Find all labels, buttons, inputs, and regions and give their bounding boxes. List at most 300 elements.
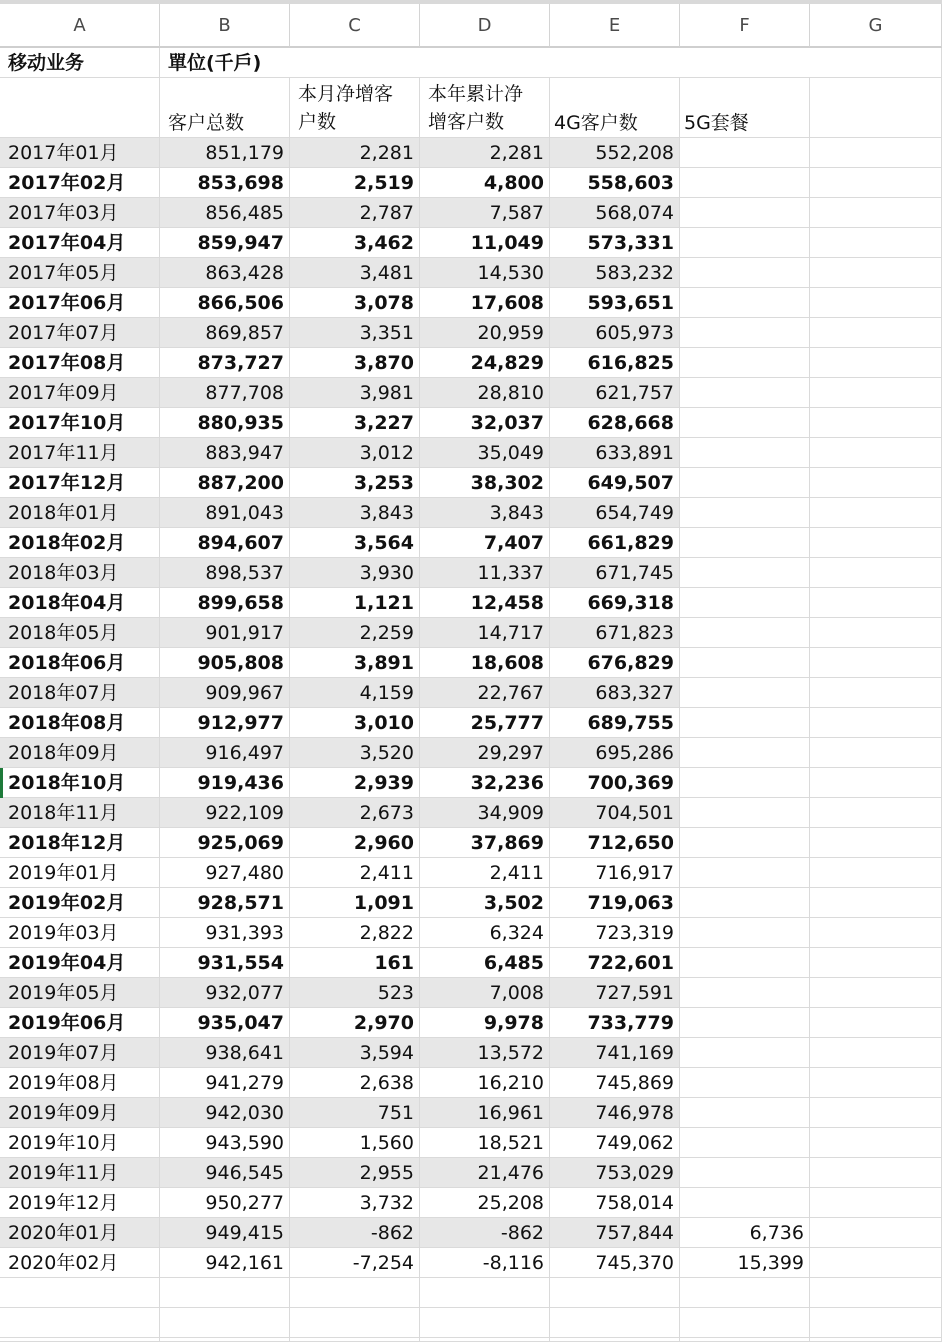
empty-cell[interactable]	[290, 1278, 420, 1308]
empty-cell-g[interactable]	[810, 558, 942, 588]
5g-plan-cell[interactable]	[680, 918, 810, 948]
empty-cell-g[interactable]	[810, 1128, 942, 1158]
month-cell[interactable]: 2018年12月	[0, 828, 160, 858]
empty-cell-g[interactable]	[810, 438, 942, 468]
4g-customers-cell[interactable]: 689,755	[550, 708, 680, 738]
empty-cell[interactable]	[420, 1338, 550, 1342]
empty-cell[interactable]	[550, 1278, 680, 1308]
month-cell[interactable]: 2017年06月	[0, 288, 160, 318]
total-customers-cell[interactable]: 905,808	[160, 648, 290, 678]
monthly-net-add-cell[interactable]: 3,594	[290, 1038, 420, 1068]
month-cell[interactable]: 2018年03月	[0, 558, 160, 588]
4g-customers-cell[interactable]: 669,318	[550, 588, 680, 618]
4g-customers-cell[interactable]: 654,749	[550, 498, 680, 528]
total-customers-cell[interactable]: 931,554	[160, 948, 290, 978]
empty-cell[interactable]	[550, 1308, 680, 1338]
ytd-net-add-cell[interactable]: 29,297	[420, 738, 550, 768]
5g-plan-cell[interactable]	[680, 618, 810, 648]
ytd-net-add-cell[interactable]: 16,961	[420, 1098, 550, 1128]
4g-customers-cell[interactable]: 757,844	[550, 1218, 680, 1248]
ytd-net-add-cell[interactable]: 3,843	[420, 498, 550, 528]
monthly-net-add-cell[interactable]: 3,520	[290, 738, 420, 768]
monthly-net-add-cell[interactable]: 751	[290, 1098, 420, 1128]
empty-cell-g[interactable]	[810, 258, 942, 288]
monthly-net-add-cell[interactable]: 3,078	[290, 288, 420, 318]
total-customers-cell[interactable]: 931,393	[160, 918, 290, 948]
monthly-net-add-cell[interactable]: 3,843	[290, 498, 420, 528]
5g-plan-cell[interactable]	[680, 828, 810, 858]
month-cell[interactable]: 2018年11月	[0, 798, 160, 828]
ytd-net-add-cell[interactable]: 6,485	[420, 948, 550, 978]
monthly-net-add-cell[interactable]: 3,564	[290, 528, 420, 558]
empty-cell-g[interactable]	[810, 288, 942, 318]
ytd-net-add-cell[interactable]: 21,476	[420, 1158, 550, 1188]
4g-customers-cell[interactable]: 558,603	[550, 168, 680, 198]
4g-customers-cell[interactable]: 616,825	[550, 348, 680, 378]
ytd-net-add-cell[interactable]: 12,458	[420, 588, 550, 618]
5g-plan-cell[interactable]	[680, 498, 810, 528]
empty-cell-g[interactable]	[810, 468, 942, 498]
total-customers-cell[interactable]: 869,857	[160, 318, 290, 348]
5g-plan-cell[interactable]	[680, 1098, 810, 1128]
total-customers-cell[interactable]: 943,590	[160, 1128, 290, 1158]
cell-c1[interactable]	[290, 48, 420, 78]
month-cell[interactable]: 2017年12月	[0, 468, 160, 498]
empty-cell[interactable]	[0, 1278, 160, 1308]
ytd-net-add-cell[interactable]: 13,572	[420, 1038, 550, 1068]
4g-customers-cell[interactable]: 628,668	[550, 408, 680, 438]
total-customers-cell[interactable]: 932,077	[160, 978, 290, 1008]
5g-plan-cell[interactable]	[680, 408, 810, 438]
5g-plan-cell[interactable]	[680, 468, 810, 498]
5g-plan-cell[interactable]	[680, 348, 810, 378]
column-header-b[interactable]: B	[160, 4, 290, 48]
month-cell[interactable]: 2017年08月	[0, 348, 160, 378]
column-header-c[interactable]: C	[290, 4, 420, 48]
empty-cell-g[interactable]	[810, 648, 942, 678]
month-cell[interactable]: 2017年01月	[0, 138, 160, 168]
monthly-net-add-cell[interactable]: 3,462	[290, 228, 420, 258]
column-header-d[interactable]: D	[420, 4, 550, 48]
month-cell[interactable]: 2017年03月	[0, 198, 160, 228]
ytd-net-add-cell[interactable]: -8,116	[420, 1248, 550, 1278]
ytd-net-add-cell[interactable]: 32,236	[420, 768, 550, 798]
ytd-net-add-cell[interactable]: 6,324	[420, 918, 550, 948]
empty-cell[interactable]	[160, 1308, 290, 1338]
empty-cell-g[interactable]	[810, 228, 942, 258]
monthly-net-add-cell[interactable]: 3,253	[290, 468, 420, 498]
4g-customers-cell[interactable]: 700,369	[550, 768, 680, 798]
empty-cell[interactable]	[290, 1308, 420, 1338]
month-cell[interactable]: 2018年10月	[0, 768, 160, 798]
5g-plan-cell[interactable]	[680, 948, 810, 978]
column-header-e[interactable]: E	[550, 4, 680, 48]
5g-plan-cell[interactable]	[680, 678, 810, 708]
monthly-net-add-cell[interactable]: 161	[290, 948, 420, 978]
empty-cell[interactable]	[160, 1278, 290, 1308]
empty-cell[interactable]	[550, 1338, 680, 1342]
month-cell[interactable]: 2019年09月	[0, 1098, 160, 1128]
monthly-net-add-cell[interactable]: 3,351	[290, 318, 420, 348]
cell-a1[interactable]: 移动业务	[0, 48, 160, 78]
header-ytd-net-add[interactable]	[420, 78, 550, 138]
monthly-net-add-cell[interactable]: 3,481	[290, 258, 420, 288]
month-cell[interactable]: 2019年04月	[0, 948, 160, 978]
4g-customers-cell[interactable]: 719,063	[550, 888, 680, 918]
total-customers-cell[interactable]: 887,200	[160, 468, 290, 498]
monthly-net-add-cell[interactable]: 2,955	[290, 1158, 420, 1188]
empty-cell-g[interactable]	[810, 498, 942, 528]
5g-plan-cell[interactable]	[680, 138, 810, 168]
total-customers-cell[interactable]: 928,571	[160, 888, 290, 918]
total-customers-cell[interactable]: 909,967	[160, 678, 290, 708]
ytd-net-add-cell[interactable]: 24,829	[420, 348, 550, 378]
4g-customers-cell[interactable]: 745,370	[550, 1248, 680, 1278]
4g-customers-cell[interactable]: 746,978	[550, 1098, 680, 1128]
4g-customers-cell[interactable]: 716,917	[550, 858, 680, 888]
monthly-net-add-cell[interactable]: 2,673	[290, 798, 420, 828]
total-customers-cell[interactable]: 899,658	[160, 588, 290, 618]
empty-cell-g[interactable]	[810, 978, 942, 1008]
empty-cell-g[interactable]	[810, 1068, 942, 1098]
5g-plan-cell[interactable]	[680, 198, 810, 228]
empty-cell-g[interactable]	[810, 708, 942, 738]
ytd-net-add-cell[interactable]: 32,037	[420, 408, 550, 438]
empty-cell[interactable]	[420, 1308, 550, 1338]
total-customers-cell[interactable]: 942,030	[160, 1098, 290, 1128]
monthly-net-add-cell[interactable]: 2,259	[290, 618, 420, 648]
empty-cell[interactable]	[810, 1278, 942, 1308]
ytd-net-add-cell[interactable]: 18,608	[420, 648, 550, 678]
5g-plan-cell[interactable]	[680, 978, 810, 1008]
5g-plan-cell[interactable]	[680, 438, 810, 468]
monthly-net-add-cell[interactable]: 523	[290, 978, 420, 1008]
month-cell[interactable]: 2019年03月	[0, 918, 160, 948]
ytd-net-add-cell[interactable]: 34,909	[420, 798, 550, 828]
empty-cell-g[interactable]	[810, 768, 942, 798]
4g-customers-cell[interactable]: 727,591	[550, 978, 680, 1008]
empty-cell-g[interactable]	[810, 348, 942, 378]
5g-plan-cell[interactable]	[680, 1158, 810, 1188]
column-header-a[interactable]: A	[0, 4, 160, 48]
total-customers-cell[interactable]: 916,497	[160, 738, 290, 768]
ytd-net-add-cell[interactable]: 16,210	[420, 1068, 550, 1098]
total-customers-cell[interactable]: 912,977	[160, 708, 290, 738]
4g-customers-cell[interactable]: 695,286	[550, 738, 680, 768]
5g-plan-cell[interactable]	[680, 258, 810, 288]
empty-cell-g[interactable]	[810, 1158, 942, 1188]
empty-cell[interactable]	[810, 1308, 942, 1338]
monthly-net-add-cell[interactable]: 1,121	[290, 588, 420, 618]
monthly-net-add-cell[interactable]: 1,560	[290, 1128, 420, 1158]
5g-plan-cell[interactable]	[680, 288, 810, 318]
5g-plan-cell[interactable]	[680, 378, 810, 408]
month-cell[interactable]: 2018年01月	[0, 498, 160, 528]
empty-cell-g[interactable]	[810, 378, 942, 408]
5g-plan-cell[interactable]	[680, 228, 810, 258]
5g-plan-cell[interactable]	[680, 648, 810, 678]
monthly-net-add-cell[interactable]: 3,930	[290, 558, 420, 588]
total-customers-cell[interactable]: 942,161	[160, 1248, 290, 1278]
4g-customers-cell[interactable]: 593,651	[550, 288, 680, 318]
month-cell[interactable]: 2018年04月	[0, 588, 160, 618]
total-customers-cell[interactable]: 883,947	[160, 438, 290, 468]
month-cell[interactable]: 2017年09月	[0, 378, 160, 408]
total-customers-cell[interactable]: 859,947	[160, 228, 290, 258]
4g-customers-cell[interactable]: 745,869	[550, 1068, 680, 1098]
5g-plan-cell[interactable]	[680, 798, 810, 828]
ytd-net-add-cell[interactable]: 18,521	[420, 1128, 550, 1158]
monthly-net-add-cell[interactable]: 3,732	[290, 1188, 420, 1218]
ytd-net-add-cell[interactable]: 20,959	[420, 318, 550, 348]
4g-customers-cell[interactable]: 758,014	[550, 1188, 680, 1218]
total-customers-cell[interactable]: 851,179	[160, 138, 290, 168]
month-cell[interactable]: 2019年12月	[0, 1188, 160, 1218]
empty-cell-g[interactable]	[810, 528, 942, 558]
header-5g-plan[interactable]: 5G套餐	[680, 78, 810, 138]
total-customers-cell[interactable]: 941,279	[160, 1068, 290, 1098]
empty-cell[interactable]	[680, 1338, 810, 1342]
total-customers-cell[interactable]: 856,485	[160, 198, 290, 228]
monthly-net-add-cell[interactable]: 3,010	[290, 708, 420, 738]
empty-cell-g[interactable]	[810, 948, 942, 978]
monthly-net-add-cell[interactable]: 2,939	[290, 768, 420, 798]
ytd-net-add-cell[interactable]: 11,337	[420, 558, 550, 588]
4g-customers-cell[interactable]: 733,779	[550, 1008, 680, 1038]
monthly-net-add-cell[interactable]: 3,012	[290, 438, 420, 468]
ytd-net-add-cell[interactable]: 17,608	[420, 288, 550, 318]
4g-customers-cell[interactable]: 676,829	[550, 648, 680, 678]
header-4g-customers[interactable]: 4G客户数	[550, 78, 680, 138]
ytd-net-add-cell[interactable]: 37,869	[420, 828, 550, 858]
5g-plan-cell[interactable]: 15,399	[680, 1248, 810, 1278]
cell-a2[interactable]	[0, 78, 160, 138]
month-cell[interactable]: 2018年02月	[0, 528, 160, 558]
month-cell[interactable]: 2018年08月	[0, 708, 160, 738]
ytd-net-add-cell[interactable]: 28,810	[420, 378, 550, 408]
total-customers-cell[interactable]: 894,607	[160, 528, 290, 558]
ytd-net-add-cell[interactable]: 2,411	[420, 858, 550, 888]
month-cell[interactable]: 2020年01月	[0, 1218, 160, 1248]
total-customers-cell[interactable]: 901,917	[160, 618, 290, 648]
4g-customers-cell[interactable]: 552,208	[550, 138, 680, 168]
monthly-net-add-cell[interactable]: 2,638	[290, 1068, 420, 1098]
ytd-net-add-cell[interactable]: 9,978	[420, 1008, 550, 1038]
total-customers-cell[interactable]: 925,069	[160, 828, 290, 858]
5g-plan-cell[interactable]	[680, 858, 810, 888]
4g-customers-cell[interactable]: 741,169	[550, 1038, 680, 1068]
5g-plan-cell[interactable]	[680, 1128, 810, 1158]
monthly-net-add-cell[interactable]: 3,981	[290, 378, 420, 408]
month-cell[interactable]: 2018年06月	[0, 648, 160, 678]
5g-plan-cell[interactable]	[680, 708, 810, 738]
4g-customers-cell[interactable]: 605,973	[550, 318, 680, 348]
total-customers-cell[interactable]: 898,537	[160, 558, 290, 588]
5g-plan-cell[interactable]: 6,736	[680, 1218, 810, 1248]
month-cell[interactable]: 2019年10月	[0, 1128, 160, 1158]
month-cell[interactable]: 2019年11月	[0, 1158, 160, 1188]
5g-plan-cell[interactable]	[680, 528, 810, 558]
4g-customers-cell[interactable]: 671,745	[550, 558, 680, 588]
4g-customers-cell[interactable]: 722,601	[550, 948, 680, 978]
ytd-net-add-cell[interactable]: 22,767	[420, 678, 550, 708]
empty-cell-g[interactable]	[810, 408, 942, 438]
4g-customers-cell[interactable]: 573,331	[550, 228, 680, 258]
4g-customers-cell[interactable]: 753,029	[550, 1158, 680, 1188]
empty-cell[interactable]	[420, 1278, 550, 1308]
month-cell[interactable]: 2017年02月	[0, 168, 160, 198]
5g-plan-cell[interactable]	[680, 768, 810, 798]
column-header-f[interactable]: F	[680, 4, 810, 48]
month-cell[interactable]: 2019年02月	[0, 888, 160, 918]
monthly-net-add-cell[interactable]: 2,787	[290, 198, 420, 228]
ytd-net-add-cell[interactable]: 35,049	[420, 438, 550, 468]
empty-cell[interactable]	[680, 1278, 810, 1308]
empty-cell-g[interactable]	[810, 618, 942, 648]
empty-cell-g[interactable]	[810, 168, 942, 198]
5g-plan-cell[interactable]	[680, 1038, 810, 1068]
ytd-net-add-cell[interactable]: 25,208	[420, 1188, 550, 1218]
total-customers-cell[interactable]: 949,415	[160, 1218, 290, 1248]
empty-cell-g[interactable]	[810, 858, 942, 888]
month-cell[interactable]: 2018年09月	[0, 738, 160, 768]
total-customers-cell[interactable]: 938,641	[160, 1038, 290, 1068]
monthly-net-add-cell[interactable]: 4,159	[290, 678, 420, 708]
empty-cell-g[interactable]	[810, 318, 942, 348]
monthly-net-add-cell[interactable]: 3,870	[290, 348, 420, 378]
empty-cell[interactable]	[0, 1338, 160, 1342]
empty-cell-g[interactable]	[810, 798, 942, 828]
empty-cell[interactable]	[290, 1338, 420, 1342]
5g-plan-cell[interactable]	[680, 168, 810, 198]
ytd-net-add-cell[interactable]: 25,777	[420, 708, 550, 738]
month-cell[interactable]: 2017年04月	[0, 228, 160, 258]
5g-plan-cell[interactable]	[680, 1068, 810, 1098]
4g-customers-cell[interactable]: 683,327	[550, 678, 680, 708]
cell-e1[interactable]	[550, 48, 680, 78]
monthly-net-add-cell[interactable]: 2,960	[290, 828, 420, 858]
month-cell[interactable]: 2017年05月	[0, 258, 160, 288]
month-cell[interactable]: 2019年06月	[0, 1008, 160, 1038]
ytd-net-add-cell[interactable]: 7,407	[420, 528, 550, 558]
month-cell[interactable]: 2019年07月	[0, 1038, 160, 1068]
empty-cell[interactable]	[810, 1338, 942, 1342]
empty-cell-g[interactable]	[810, 738, 942, 768]
empty-cell-g[interactable]	[810, 138, 942, 168]
4g-customers-cell[interactable]: 661,829	[550, 528, 680, 558]
header-monthly-net-add[interactable]	[290, 78, 420, 138]
empty-cell-g[interactable]	[810, 1008, 942, 1038]
ytd-net-add-cell[interactable]: -862	[420, 1218, 550, 1248]
4g-customers-cell[interactable]: 704,501	[550, 798, 680, 828]
month-cell[interactable]: 2018年05月	[0, 618, 160, 648]
5g-plan-cell[interactable]	[680, 738, 810, 768]
month-cell[interactable]: 2019年05月	[0, 978, 160, 1008]
5g-plan-cell[interactable]	[680, 318, 810, 348]
monthly-net-add-cell[interactable]: 3,227	[290, 408, 420, 438]
ytd-net-add-cell[interactable]: 11,049	[420, 228, 550, 258]
total-customers-cell[interactable]: 853,698	[160, 168, 290, 198]
ytd-net-add-cell[interactable]: 7,008	[420, 978, 550, 1008]
5g-plan-cell[interactable]	[680, 558, 810, 588]
empty-cell[interactable]	[160, 1338, 290, 1342]
total-customers-cell[interactable]: 863,428	[160, 258, 290, 288]
4g-customers-cell[interactable]: 712,650	[550, 828, 680, 858]
monthly-net-add-cell[interactable]: -862	[290, 1218, 420, 1248]
empty-cell-g[interactable]	[810, 678, 942, 708]
4g-customers-cell[interactable]: 649,507	[550, 468, 680, 498]
5g-plan-cell[interactable]	[680, 1008, 810, 1038]
month-cell[interactable]: 2019年01月	[0, 858, 160, 888]
cell-g1[interactable]	[810, 48, 942, 78]
ytd-net-add-cell[interactable]: 38,302	[420, 468, 550, 498]
empty-cell-g[interactable]	[810, 1188, 942, 1218]
ytd-net-add-cell[interactable]: 4,800	[420, 168, 550, 198]
4g-customers-cell[interactable]: 633,891	[550, 438, 680, 468]
total-customers-cell[interactable]: 866,506	[160, 288, 290, 318]
total-customers-cell[interactable]: 880,935	[160, 408, 290, 438]
month-cell[interactable]: 2017年07月	[0, 318, 160, 348]
monthly-net-add-cell[interactable]: 1,091	[290, 888, 420, 918]
cell-g2[interactable]	[810, 78, 942, 138]
column-header-g[interactable]: G	[810, 4, 942, 48]
total-customers-cell[interactable]: 927,480	[160, 858, 290, 888]
empty-cell[interactable]	[680, 1308, 810, 1338]
cell-b1[interactable]: 單位(千戶)	[160, 48, 290, 78]
monthly-net-add-cell[interactable]: 2,411	[290, 858, 420, 888]
cell-f1[interactable]	[680, 48, 810, 78]
4g-customers-cell[interactable]: 583,232	[550, 258, 680, 288]
header-total-customers[interactable]: 客户总数	[160, 78, 290, 138]
total-customers-cell[interactable]: 919,436	[160, 768, 290, 798]
empty-cell-g[interactable]	[810, 198, 942, 228]
empty-cell-g[interactable]	[810, 1038, 942, 1068]
total-customers-cell[interactable]: 877,708	[160, 378, 290, 408]
5g-plan-cell[interactable]	[680, 1188, 810, 1218]
4g-customers-cell[interactable]: 621,757	[550, 378, 680, 408]
total-customers-cell[interactable]: 922,109	[160, 798, 290, 828]
total-customers-cell[interactable]: 873,727	[160, 348, 290, 378]
month-cell[interactable]: 2017年10月	[0, 408, 160, 438]
4g-customers-cell[interactable]: 671,823	[550, 618, 680, 648]
4g-customers-cell[interactable]: 723,319	[550, 918, 680, 948]
monthly-net-add-cell[interactable]: 2,970	[290, 1008, 420, 1038]
empty-cell-g[interactable]	[810, 1248, 942, 1278]
month-cell[interactable]: 2019年08月	[0, 1068, 160, 1098]
empty-cell-g[interactable]	[810, 828, 942, 858]
empty-cell-g[interactable]	[810, 1098, 942, 1128]
empty-cell-g[interactable]	[810, 588, 942, 618]
4g-customers-cell[interactable]: 749,062	[550, 1128, 680, 1158]
month-cell[interactable]: 2018年07月	[0, 678, 160, 708]
empty-cell-g[interactable]	[810, 918, 942, 948]
ytd-net-add-cell[interactable]: 2,281	[420, 138, 550, 168]
ytd-net-add-cell[interactable]: 3,502	[420, 888, 550, 918]
month-cell[interactable]: 2020年02月	[0, 1248, 160, 1278]
ytd-net-add-cell[interactable]: 7,587	[420, 198, 550, 228]
monthly-net-add-cell[interactable]: 2,519	[290, 168, 420, 198]
empty-cell[interactable]	[0, 1308, 160, 1338]
monthly-net-add-cell[interactable]: 3,891	[290, 648, 420, 678]
empty-cell-g[interactable]	[810, 888, 942, 918]
cell-d1[interactable]	[420, 48, 550, 78]
empty-cell-g[interactable]	[810, 1218, 942, 1248]
4g-customers-cell[interactable]: 568,074	[550, 198, 680, 228]
monthly-net-add-cell[interactable]: -7,254	[290, 1248, 420, 1278]
ytd-net-add-cell[interactable]: 14,530	[420, 258, 550, 288]
monthly-net-add-cell[interactable]: 2,822	[290, 918, 420, 948]
total-customers-cell[interactable]: 891,043	[160, 498, 290, 528]
